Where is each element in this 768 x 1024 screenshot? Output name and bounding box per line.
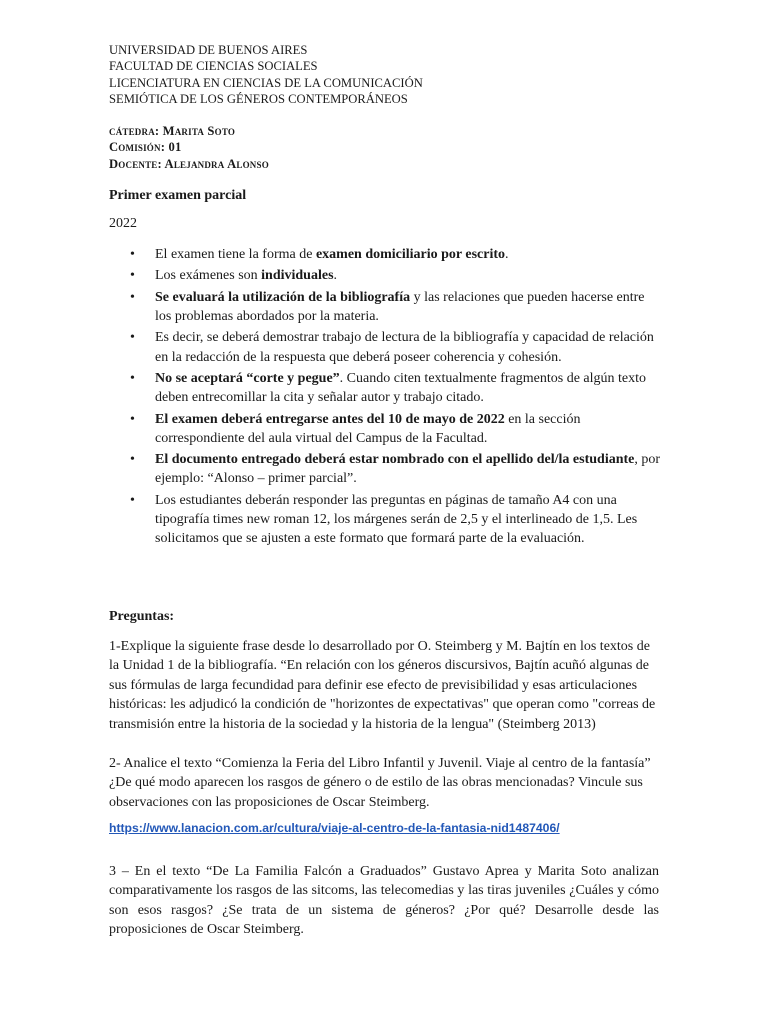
list-item xyxy=(128,369,663,407)
list-item xyxy=(128,450,663,488)
instructions-list xyxy=(128,245,663,551)
meta-comision: Comisión: 01 xyxy=(109,140,182,155)
header-degree: LICENCIATURA EN CIENCIAS DE LA COMUNICACIÓN xyxy=(109,75,423,90)
bullet-icon: • xyxy=(130,330,135,346)
article-link[interactable]: https://www.lanacion.com.ar/cultura/viaje-al-centro-de-la-fantasia-nid1487406/ xyxy=(109,821,560,835)
meta-docente: Docente: Alejandra Alonso xyxy=(109,156,269,171)
bullet-bold: El examen deberá entregarse antes del 10 de mayo de 2022 xyxy=(155,411,505,427)
list-item xyxy=(128,410,663,448)
header-faculty: FACULTAD DE CIENCIAS SOCIALES xyxy=(109,59,318,74)
list-item xyxy=(128,245,663,264)
bullet-text: Los estudiantes deberán responder las preguntas en páginas de tamaño A4 con una tipografía times new roman 12, los márgenes serán de 2,5 y el interlineado de 1,5. Les solicitamos que se ajusten a este formato que formará parte de la evaluación. xyxy=(155,492,638,547)
bullet-text: , por ejemplo: “Alonso – primer parcial”. xyxy=(155,452,661,487)
bullet-icon: • xyxy=(130,370,135,386)
bullet-icon: • xyxy=(130,492,135,508)
list-item xyxy=(128,328,663,366)
bullet-text: Los exámenes son xyxy=(155,268,262,284)
bullet-icon: • xyxy=(130,452,135,468)
bullet-bold: No se aceptará “corte y pegue” xyxy=(155,370,340,386)
list-item xyxy=(128,288,663,326)
header-subject: SEMIÓTICA DE LOS GÉNEROS CONTEMPORÁNEOS xyxy=(109,91,408,106)
bullet-bold: individuales xyxy=(261,268,334,284)
bullet-text: y las relaciones que pueden hacerse entre los problemas abordados por la materia. xyxy=(155,289,645,324)
questions-heading: Preguntas: xyxy=(109,609,175,624)
list-item xyxy=(128,266,663,285)
bullet-bold: examen domiciliario por escrito xyxy=(315,247,506,262)
bullet-text: Es decir, se deberá demostrar trabajo de lectura de la bibliografía y capacidad de relación en la redacción de la respuesta que deberá poseer coherencia y cohesión. xyxy=(155,330,654,365)
meta-catedra: cátedra: Marita Soto xyxy=(109,124,236,138)
bullet-bold: Se evaluará la utilización de la bibliografía xyxy=(155,289,411,305)
bullet-icon: • xyxy=(130,268,135,284)
exam-title: Primer examen parcial xyxy=(109,188,247,203)
institution-header xyxy=(109,42,423,107)
exam-year: 2022 xyxy=(109,216,137,231)
list-item xyxy=(128,491,663,549)
header-university: UNIVERSIDAD DE BUENOS AIRES xyxy=(109,43,308,57)
question-1: 1-Explique la siguiente frase desde lo desarrollado por O. Steimberg y M. Bajtín en los textos de la Unidad 1 de la bibliografía. “En relación con los géneros discursivos, Bajtín acuñó algunas de sus fórmulas de larga fecundidad para definir ese efecto de previsibilidad y esas articulaciones históricas: les adjudicó la condición de "horizontes de expectativas" que operan como "correas de transmisión entre la historia de la sociedad y la historia de la lengua" (Steimberg 2013) xyxy=(109,639,656,732)
bullet-text: El examen tiene la forma de xyxy=(155,247,316,262)
bullet-icon: • xyxy=(130,247,135,262)
question-3: 3 – En el texto “De La Familia Falcón a Graduados” Gustavo Aprea y Marita Soto analizan comparativamente los rasgos de las sitcoms, las telecomedias y las tiras juveniles ¿Cuáles y cómo son esos rasgos? ¿Se trata de un sistema de géneros? ¿Por qué? Desarrolle desde las proposiciones de Oscar Steimberg. xyxy=(109,864,659,938)
bullet-text: . xyxy=(505,247,509,262)
question-2: 2- Analice el texto “Comienza la Feria del Libro Infantil y Juvenil. Viaje al centro de la fantasía” ¿De qué modo aparecen los rasgos de género o de estilo de las obras mencionadas? Vincule sus observaciones con las proposiciones de Oscar Steimberg. xyxy=(109,756,651,810)
bullet-bold: El documento entregado deberá estar nombrado con el apellido del/la estudiante xyxy=(155,452,635,468)
bullet-text: en la sección correspondiente del aula virtual del Campus de la Facultad. xyxy=(155,411,581,446)
course-meta xyxy=(109,123,269,172)
bullet-text: . xyxy=(333,268,338,284)
bullet-icon: • xyxy=(130,289,135,305)
bullet-icon: • xyxy=(130,411,135,427)
bullet-text: . Cuando citen textualmente fragmentos de algún texto deben entrecomillar la cita y señalar autor y trabajo citado. xyxy=(155,370,647,406)
